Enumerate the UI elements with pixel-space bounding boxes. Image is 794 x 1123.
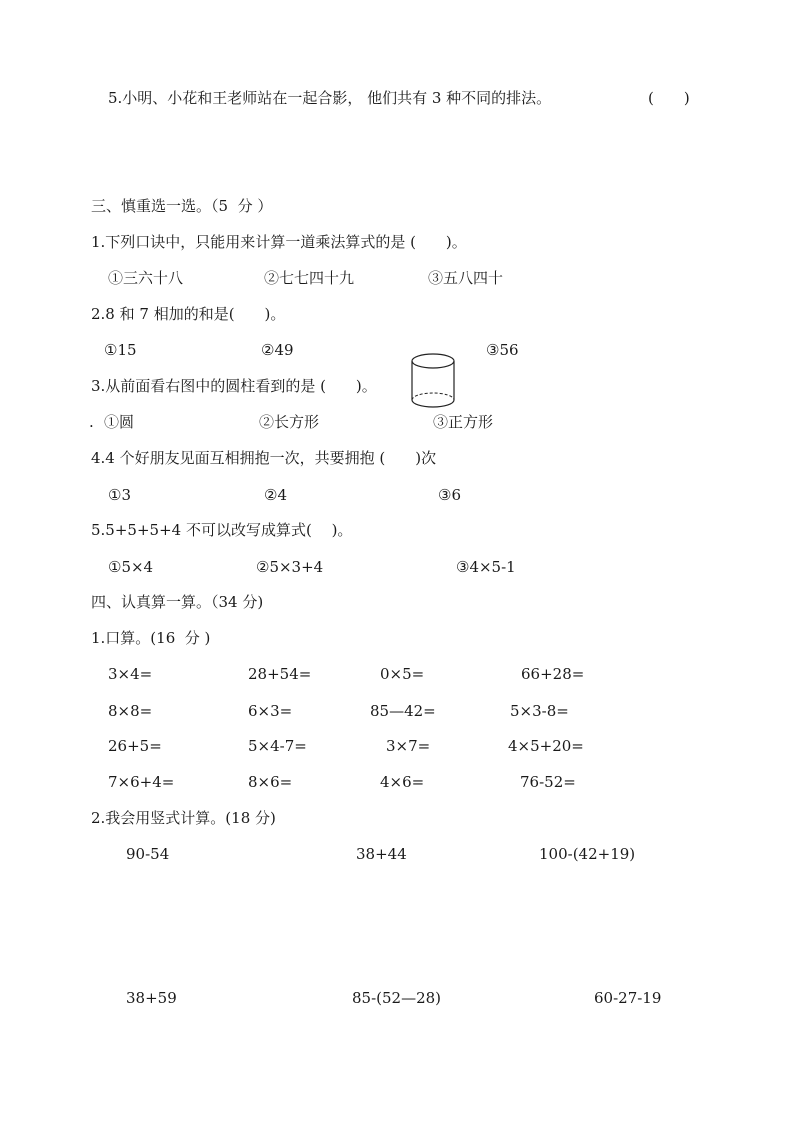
q4-option-1[interactable]: ①3 (108, 486, 131, 504)
oral-calc-item: 4×5+20= (508, 737, 584, 755)
vertical-calc-item: 85-(52—28) (352, 989, 442, 1007)
question-1-stem: 1.下列口诀中，只能用来计算一道乘法算式的是 ( )。 (91, 233, 467, 251)
question-2-stem: 2.8 和 7 相加的和是( )。 (91, 305, 286, 323)
q3-prefix-dot: . (89, 413, 94, 431)
oral-calc-item: 5×3-8= (510, 702, 569, 720)
q2-option-2[interactable]: ②49 (261, 341, 294, 359)
oral-calc-item: 3×7= (386, 737, 431, 755)
cylinder-icon (410, 352, 456, 410)
q4-option-2[interactable]: ②4 (264, 486, 287, 504)
oral-calc-item: 76-52= (520, 773, 576, 791)
vertical-calc-title: 2.我会用竖式计算。(18 分) (91, 809, 276, 827)
vertical-calc-item: 90-54 (126, 845, 170, 863)
oral-calc-item: 8×8= (108, 702, 153, 720)
q3-option-2[interactable]: ②长方形 (259, 413, 320, 431)
vertical-calc-item: 38+59 (126, 989, 177, 1007)
oral-calc-item: 8×6= (248, 773, 293, 791)
question-5-stem: 5.5+5+5+4 不可以改写成算式( )。 (91, 521, 353, 539)
oral-calc-title: 1.口算。(16 分 ) (91, 629, 211, 647)
oral-calc-item: 66+28= (521, 665, 585, 683)
q3-option-3[interactable]: ③正方形 (433, 413, 494, 431)
oral-calc-item: 26+5= (108, 737, 162, 755)
oral-calc-item: 5×4-7= (248, 737, 307, 755)
q4-option-3[interactable]: ③6 (438, 486, 461, 504)
question-3-stem: 3.从前面看右图中的圆柱看到的是 ( )。 (91, 377, 377, 395)
vertical-calc-item: 38+44 (356, 845, 407, 863)
q2-option-1[interactable]: ①15 (104, 341, 137, 359)
oral-calc-item: 28+54= (248, 665, 312, 683)
q5-option-1[interactable]: ①5×4 (108, 558, 154, 576)
q1-option-2[interactable]: ②七七四十九 (264, 269, 355, 287)
vertical-calc-item: 100-(42+19) (539, 845, 636, 863)
q1-option-3[interactable]: ③五八四十 (428, 269, 504, 287)
oral-calc-item: 6×3= (248, 702, 293, 720)
oral-calc-item: 4×6= (380, 773, 425, 791)
vertical-calc-item: 60-27-19 (594, 989, 662, 1007)
oral-calc-item: 0×5= (380, 665, 425, 683)
true-false-item-5: 5.小明、小花和王老师站在一起合影， 他们共有 3 种不同的排法。 (108, 89, 552, 107)
q5-option-2[interactable]: ②5×3+4 (256, 558, 324, 576)
q1-option-1[interactable]: ①三六十八 (108, 269, 184, 287)
oral-calc-item: 3×4= (108, 665, 153, 683)
answer-parenthesis[interactable]: ( ) (648, 89, 690, 107)
oral-calc-item: 85—42= (370, 702, 436, 720)
q5-option-3[interactable]: ③4×5-1 (456, 558, 516, 576)
q2-option-3[interactable]: ③56 (486, 341, 519, 359)
question-4-stem: 4.4 个好朋友见面互相拥抱一次，共要拥抱 ( )次 (91, 449, 437, 467)
oral-calc-item: 7×6+4= (108, 773, 175, 791)
section-3-title: 三、慎重选一选。（5 分 ） (91, 197, 273, 215)
q3-option-1[interactable]: ①圆 (104, 413, 135, 431)
section-4-title: 四、认真算一算。（34 分) (91, 593, 264, 611)
